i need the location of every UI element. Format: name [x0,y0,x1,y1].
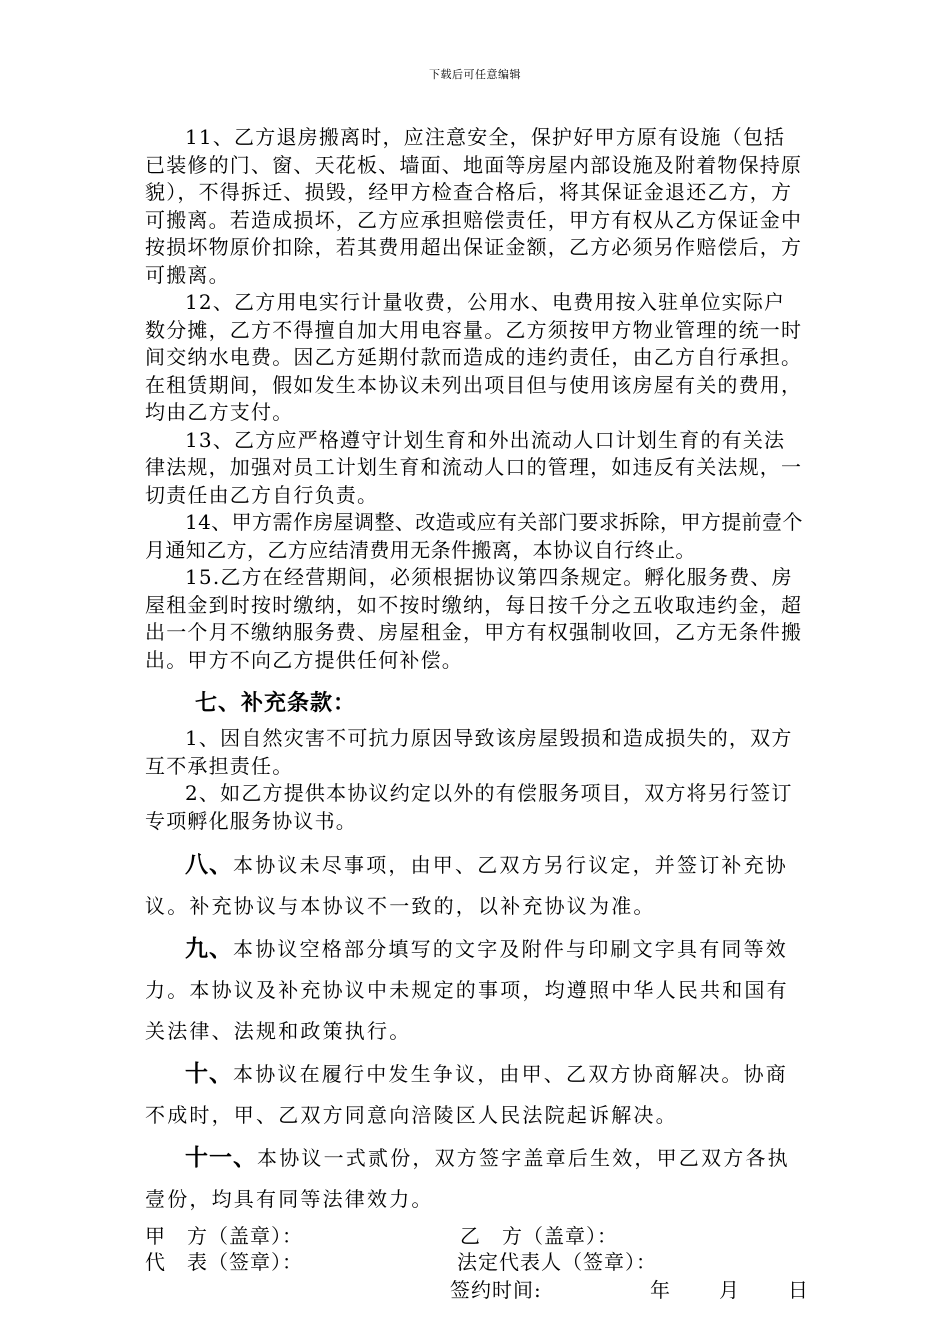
clause-15: 15.乙方在经营期间，必须根据协议第四条规定。孵化服务费、房屋租金到时按时缴纳，如不按时缴纳，每日按千分之五收取违约金，超出一个月不缴纳服务费、房屋租金，甲方有权强制收回，乙方无条件搬出。甲方不向乙方提供任何补偿。 [145,565,803,672]
article-11 [145,1138,805,1220]
party-b-legal-rep-label: 法定代表人（签章）： [457,1250,657,1274]
article-11-number: 十一、 [185,1145,257,1171]
section-7-item-2: 2、如乙方提供本协议约定以外的有偿服务项目，双方将另行签订专项孵化服务协议书。 [145,781,793,833]
article-11-text: 本协议一式贰份，双方签字盖章后生效，甲乙双方各执壹份，均具有同等法律效力。 [145,1146,790,1211]
clause-13: 13、乙方应严格遵守计划生育和外出流动人口计划生育的有关法律法规，加强对员工计划生育和流动人口的管理，如违反有关法规，一切责任由乙方自行负责。 [145,427,803,507]
signature-block [145,1220,809,1308]
article-9-text: 本协议空格部分填写的文字及附件与印刷文字具有同等效力。本协议及补充协议中未规定的事项，均遵照中华人民共和国有关法律、法规和政策执行。 [145,937,789,1043]
article-9 [145,929,805,1052]
article-8 [145,845,805,927]
section-7-item-1: 1、因自然灾害不可抗力原因导致该房屋毁损和造成损失的，双方互不承担责任。 [145,726,793,778]
article-10-number: 十、 [185,1061,233,1087]
party-a-seal-label: 甲 方（盖章）： [145,1224,303,1248]
article-8-text: 本协议未尽事项，由甲、乙双方另行议定，并签订补充协议。补充协议与本协议不一致的，以补充协议为准。 [145,853,788,918]
sign-date-day: 日 [788,1278,809,1302]
article-8-number: 八、 [185,852,233,878]
article-10-text: 本协议在履行中发生争议，由甲、乙双方协商解决。协商不成时，甲、乙双方同意向涪陵区人民法院起诉解决。 [145,1062,788,1127]
article-9-number: 九、 [185,936,233,962]
article-10 [145,1054,805,1136]
section-7-heading: 七、补充条款： [195,691,357,716]
party-b-seal-label: 乙 方（盖章）： [460,1224,618,1248]
clause-14: 14、甲方需作房屋调整、改造或应有关部门要求拆除，甲方提前壹个月通知乙方，乙方应结清费用无条件搬离，本协议自行终止。 [145,510,803,562]
clause-12: 12、乙方用电实行计量收费，公用水、电费用按入驻单位实际户数分摊，乙方不得擅自加大用电容量。乙方须按甲方物业管理的统一时间交纳水电费。因乙方延期付款而造成的违约责任，由乙方自行承担。在租赁期间，假如发生本协议未列出项目但与使用该房屋有关的费用，均由乙方支付。 [145,290,803,424]
page-header-note: 下载后可任意编辑 [429,68,521,81]
sign-date-year: 年 [650,1278,671,1302]
party-a-rep-label: 代 表（签章）： [145,1250,303,1274]
document-body [145,124,809,1308]
sign-date-label: 签约时间: [450,1278,542,1302]
clause-11: 11、乙方退房搬离时，应注意安全，保护好甲方原有设施（包括已装修的门、窗、天花板、墙面、地面等房屋内部设施及附着物保持原貌），不得拆迁、损毁，经甲方检查合格后，将其保证金退还乙方，方可搬离。若造成损坏，乙方应承担赔偿责任，甲方有权从乙方保证金中按损坏物原价扣除，若其费用超出保证金额，乙方必须另作赔偿后，方可搬离。 [145,125,803,287]
sign-date-month: 月 [719,1278,740,1302]
